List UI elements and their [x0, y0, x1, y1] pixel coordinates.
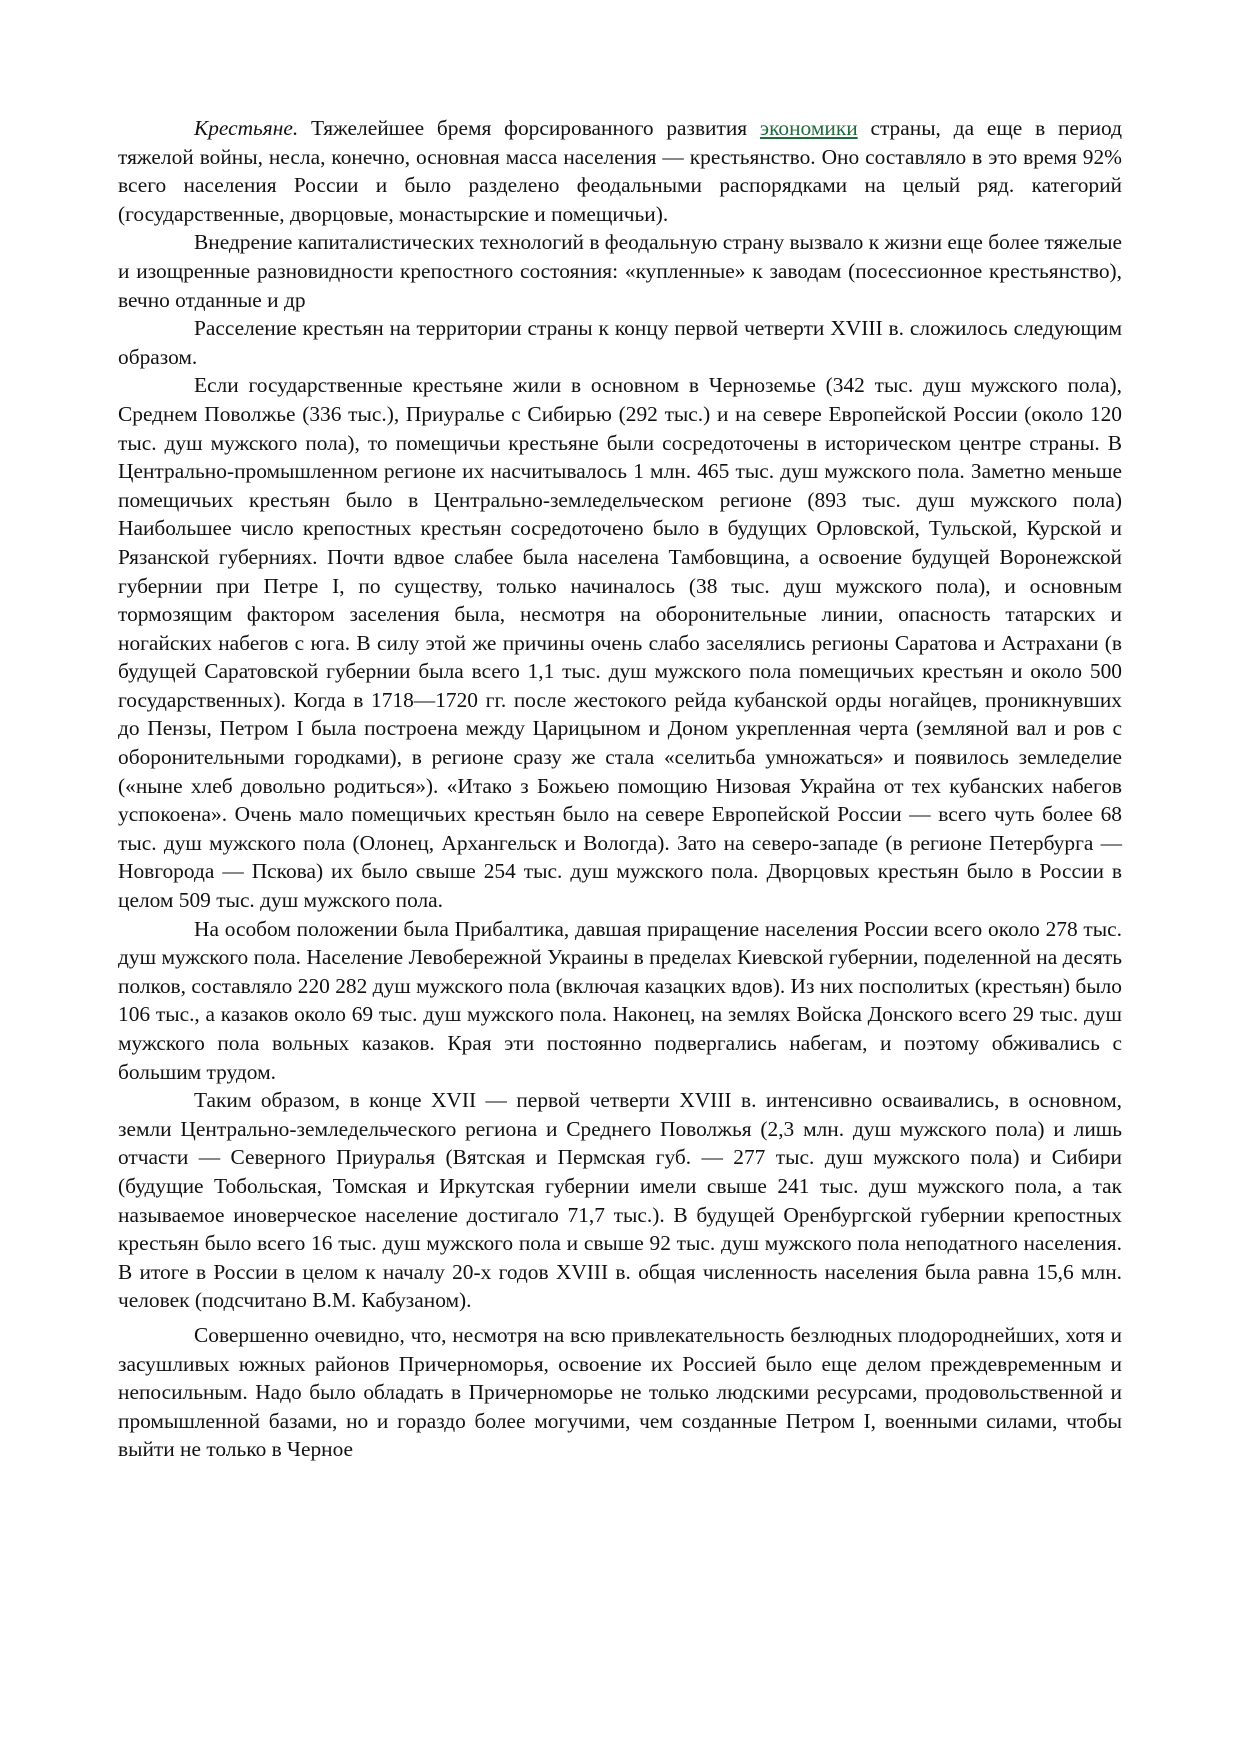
paragraph-lead-term: Крестьяне. [194, 116, 299, 140]
paragraph-text-before-link: Тяжелейшее бремя форсированного развития [298, 116, 760, 140]
paragraph-black-sea: Совершенно очевидно, что, несмотря на всю привлекательность безлюдных плодороднейших, хотя и засушливых южных районов Причерноморья, освоение их Россией было еще делом преждевременным и непосильным. Надо было обладать в Причерноморье не только людскими ресурсами, продовольственной и промышленной базами, но и гораздо более могучими, чем созданные Петром I, военными силами, чтобы выйти не только в Черное [118, 1322, 1122, 1462]
paragraph-summary: Таким образом, в конце XVII — первой четверти XVIII в. интенсивно осваивались, в основном, земли Центрально-земледельческого региона и Среднего Поволжья (2,3 млн. душ мужского пола) и лишь отчасти — Северного Приуралья (Вятская и Пермская губ. — 277 тыс. душ мужского пола) и Сибири (будущие Тобольская, Томская и Иркутская губернии имели свыше 241 тыс. душ мужского пола, а так называемое иноверческое население достигало 71,7 тыс.). В будущей Оренбургской губернии крепостных крестьян было всего 16 тыс. душ мужского пола и свыше 92 тыс. душ мужского пола неподатного населения. В итоге в России в целом к началу 20-х годов XVIII в. общая численность населения была равна 15,6 млн. человек (подсчитано В.М. Кабузаном). [118, 1088, 1122, 1313]
paragraph-settlement-intro: Расселение крестьян на территории страны к концу первой четверти XVIII в. сложилось следующим образом. [118, 316, 1122, 369]
paragraph-baltic: На особом положении была Прибалтика, давшая приращение населения России всего около 278 тыс. душ мужского пола. Население Левобережной Украины в пределах Киевской губернии, поделенной на десять полков, составляло 220 282 душ мужского пола (включая казацких вдов). Из них посполитых (крестьян) было 106 тыс., а казаков около 69 тыс. душ мужского пола. Наконец, на землях Войска Донского всего 29 тыс. душ мужского пола вольных казаков. Края эти постоянно подвергались набегам, и поэтому обживались с большим трудом. [118, 916, 1122, 1084]
document-page [118, 114, 1122, 1464]
paragraph-state-peasants: Если государственные крестьяне жили в основном в Черноземье (342 тыс. душ мужского пола), Среднем Поволжье (336 тыс.), Приуралье с Сибирью (292 тыс.) и на севере Европейской России (около 120 тыс. душ мужского пола), то помещичьи крестьяне были сосредоточены в историческом центре страны. В Центрально-промышленном регионе их насчитывалось 1 млн. 465 тыс. душ мужского пола. Заметно меньше помещичьих крестьян было в Центрально-земледельческом регионе (893 тыс. душ мужского пола) Наибольшее число крепостных крестьян сосредоточено было в будущих Орловской, Тульской, Курской и Рязанской губерниях. Почти вдвое слабее была населена Тамбовщина, а освоение будущей Воронежской губернии при Петре I, по существу, только начиналось (38 тыс. душ мужского пола), и основным тормозящим фактором заселения была, несмотря на оборонительные линии, опасность татарских и ногайских набегов с юга. В силу этой же причины очень слабо заселялись регионы Саратова и Астрахани (в будущей Саратовской губернии была всего 1,1 тыс. душ мужского пола помещичьих крестьян и около 500 государственных). Когда в 1718—1720 гг. после жестокого рейда кубанской орды ногайцев, проникнувших до Пензы, Петром I была построена между Царицыном и Доном укрепленная черта (земляной вал и ров с оборонительными городками), в регионе сразу же стала «селитьба умножаться» и появилось земледелие («ныне хлеб довольно родиться»). «Итако з Божьею помощию Низовая Украйна от тех кубанских набегов успокоена». Очень мало помещичьих крестьян было на севере Европейской России — всего чуть более 68 тыс. душ мужского пола (Олонец, Архангельск и Вологда). Зато на северо-западе (в регионе Петербурга — Новгорода — Пскова) их было свыше 254 тыс. душ мужского пола. Дворцовых крестьян было в России в целом 509 тыс. душ мужского пола. [118, 373, 1122, 913]
paragraph-capitalist-technologies: Внедрение капиталистических технологий в феодальную страну вызвало к жизни еще более тяжелые и изощренные разновидности крепостного состояния: «купленные» к заводам (посессионное крестьянство), вечно отданные и др [118, 230, 1122, 312]
paragraph-text-after-link: страны, да еще в период тяжелой войны, несла, конечно, основная масса населения — крестьянство. Оно составляло в это время 92% всего населения России и было разделено феодальными распорядками на целый ряд. категорий (государственные, дворцовые, монастырские и помещичьи). [118, 116, 1122, 226]
economics-link[interactable]: экономики [759, 116, 858, 140]
paragraph-peasants-intro [118, 114, 1122, 228]
